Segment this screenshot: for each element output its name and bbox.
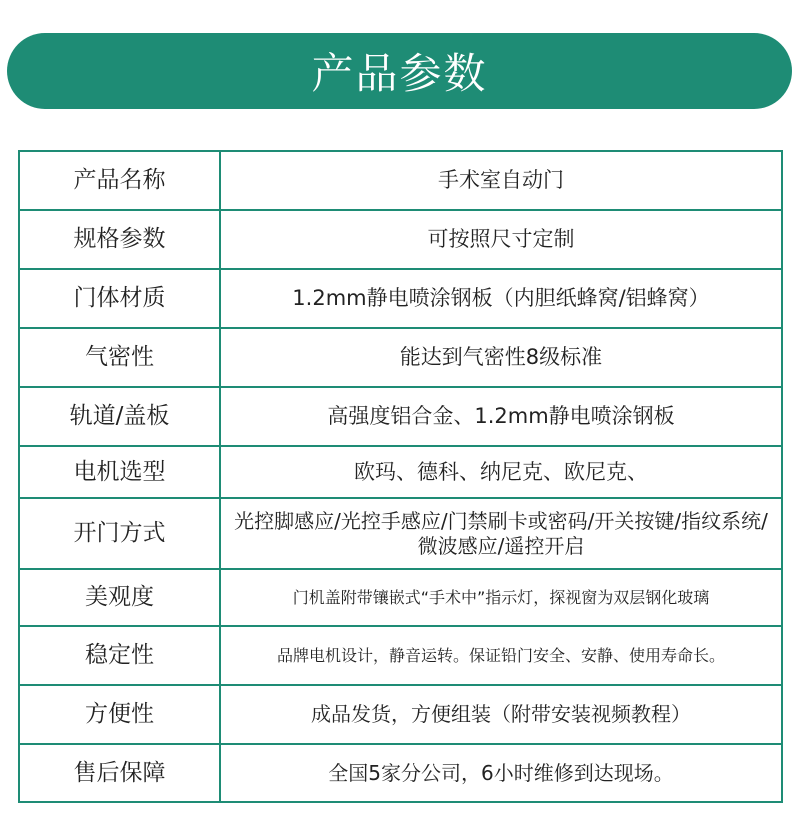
row-label: 稳定性 [19, 626, 220, 685]
row-label: 产品名称 [19, 151, 220, 210]
row-label: 轨道/盖板 [19, 387, 220, 446]
row-value: 成品发货，方便组装（附带安装视频教程） [220, 685, 782, 744]
spec-table [18, 150, 783, 803]
row-label: 方便性 [19, 685, 220, 744]
table-row [19, 446, 782, 498]
row-value: 全国5家分公司，6小时维修到达现场。 [220, 744, 782, 802]
table-row [19, 210, 782, 269]
row-value: 手术室自动门 [220, 151, 782, 210]
row-label: 美观度 [19, 569, 220, 626]
row-label: 门体材质 [19, 269, 220, 328]
row-label: 开门方式 [19, 498, 220, 569]
page-title: 产品参数 [311, 49, 488, 98]
table-row [19, 626, 782, 685]
row-value: 可按照尺寸定制 [220, 210, 782, 269]
row-value: 光控脚感应/光控手感应/门禁刷卡或密码/开关按键/指纹系统/微波感应/遥控开启 [220, 498, 782, 569]
row-label: 规格参数 [19, 210, 220, 269]
row-label: 售后保障 [19, 744, 220, 802]
table-row [19, 744, 782, 802]
table-row [19, 685, 782, 744]
table-row [19, 328, 782, 387]
row-value: 门机盖附带镶嵌式“手术中”指示灯，探视窗为双层钢化玻璃 [220, 569, 782, 626]
table-row [19, 269, 782, 328]
row-value: 1.2mm静电喷涂钢板（内胆纸蜂窝/铝蜂窝） [220, 269, 782, 328]
row-value: 品牌电机设计，静音运转。保证铅门安全、安静、使用寿命长。 [220, 626, 782, 685]
row-value: 欧玛、德科、纳尼克、欧尼克、 [220, 446, 782, 498]
table-row [19, 151, 782, 210]
row-value: 高强度铝合金、1.2mm静电喷涂钢板 [220, 387, 782, 446]
table-row [19, 387, 782, 446]
table-row [19, 569, 782, 626]
row-value: 能达到气密性8级标准 [220, 328, 782, 387]
row-label: 气密性 [19, 328, 220, 387]
row-label: 电机选型 [19, 446, 220, 498]
table-row [19, 498, 782, 569]
header-banner [7, 33, 792, 109]
